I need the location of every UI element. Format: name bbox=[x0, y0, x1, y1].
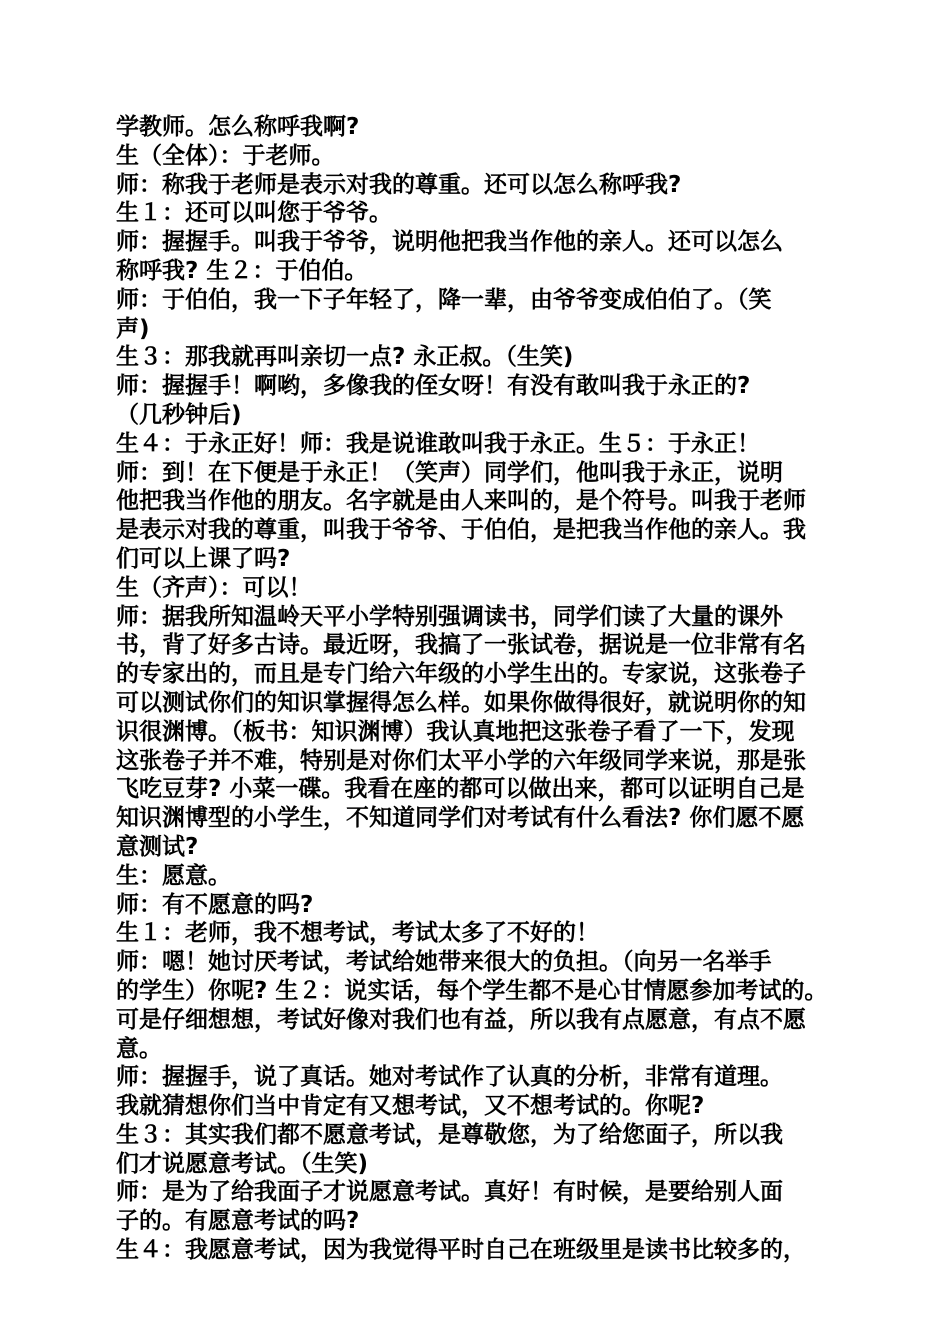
document-body bbox=[116, 113, 856, 1265]
text-line: 生（全体）：于老师。 bbox=[116, 142, 335, 169]
text-line: 可是仔细想想，考试好像对我们也有益，所以我有点愿意，有点不愿 bbox=[116, 1006, 806, 1033]
text-line: 声) bbox=[116, 315, 150, 342]
text-line: 我就猜想你们当中肯定有又想考试，又不想考试的。你呢? bbox=[116, 1093, 705, 1120]
text-line: 称呼我? 生２：于伯伯。 bbox=[116, 257, 368, 284]
text-line: 飞吃豆芽? 小菜一碟。我看在座的都可以做出来，都可以证明自己是 bbox=[116, 776, 805, 803]
text-line: 的专家出的，而且是专门给六年级的小学生出的。专家说，这张卷子 bbox=[116, 661, 806, 688]
text-line: 师：有不愿意的吗? bbox=[116, 891, 314, 918]
text-line: 师：是为了给我面子才说愿意考试。真好！有时候，是要给别人面 bbox=[116, 1179, 783, 1206]
text-line: 可以测试你们的知识掌握得怎么样。如果你做得很好，就说明你的知 bbox=[116, 689, 806, 716]
text-line: 师：握握手！啊哟，多像我的侄女呀！有没有敢叫我于永正的? bbox=[116, 373, 751, 400]
text-line: （几秒钟后) bbox=[116, 401, 242, 428]
text-line: 师：于伯伯，我一下子年轻了，降一辈，由爷爷变成伯伯了。（笑 bbox=[116, 286, 772, 313]
text-line: 他把我当作他的朋友。名字就是由人来叫的，是个符号。叫我于老师 bbox=[116, 488, 806, 515]
text-line: 们可以上课了吗? bbox=[116, 545, 291, 572]
text-line: 这张卷子并不难，特别是对你们太平小学的六年级同学来说，那是张 bbox=[116, 747, 806, 774]
text-line: 生１：老师，我不想考试，考试太多了不好的！ bbox=[116, 920, 599, 947]
text-line: 意测试? bbox=[116, 833, 199, 860]
text-line: 师：嗯！她讨厌考试，考试给她带来很大的负担。（向另一名举手 bbox=[116, 949, 772, 976]
text-line: 生１：还可以叫您于爷爷。 bbox=[116, 200, 392, 227]
text-line: 生４：我愿意考试，因为我觉得平时自己在班级里是读书比较多的， bbox=[116, 1237, 806, 1264]
text-line: 学教师。怎么称呼我啊? bbox=[116, 114, 360, 140]
text-line: 识很渊博。（板书：知识渊博）我认真地把这张卷子看了一下，发现 bbox=[116, 718, 795, 745]
text-line: 书，背了好多古诗。最近呀，我搞了一张试卷，据说是一位非常有名 bbox=[116, 632, 806, 659]
text-line: 生３：那我就再叫亲切一点? 永正叔。（生笑) bbox=[116, 344, 574, 371]
text-line: 生４：于永正好！师：我是说谁敢叫我于永正。生５：于永正！ bbox=[116, 430, 760, 457]
text-line: 师：据我所知温岭天平小学特别强调读书，同学们读了大量的课外 bbox=[116, 603, 783, 630]
text-line: 师：握握手，说了真话。她对考试作了认真的分析，非常有道理。 bbox=[116, 1064, 783, 1091]
text-line: 生３：其实我们都不愿意考试，是尊敬您，为了给您面子，所以我 bbox=[116, 1121, 783, 1148]
text-line: 意。 bbox=[116, 1035, 162, 1062]
text-line: 是表示对我的尊重，叫我于爷爷、于伯伯，是把我当作他的亲人。我 bbox=[116, 517, 806, 544]
text-line: 师：称我于老师是表示对我的尊重。还可以怎么称呼我? bbox=[116, 171, 682, 198]
text-line: 生（齐声）：可以！ bbox=[116, 574, 312, 601]
text-line: 知识渊博型的小学生，不知道同学们对考试有什么看法? 你们愿不愿 bbox=[116, 805, 805, 832]
text-line: 生：愿意。 bbox=[116, 862, 231, 889]
text-line: 的学生）你呢? 生２：说实话，每个学生都不是心甘情愿参加考试的。 bbox=[116, 977, 828, 1004]
text-line: 子的。有愿意考试的吗? bbox=[116, 1208, 360, 1235]
text-line: 们才说愿意考试。（生笑) bbox=[116, 1150, 369, 1177]
text-line: 师：到！在下便是于永正！（笑声）同学们，他叫我于永正，说明 bbox=[116, 459, 783, 486]
text-line: 师：握握手。叫我于爷爷，说明他把我当作他的亲人。还可以怎么 bbox=[116, 229, 783, 256]
